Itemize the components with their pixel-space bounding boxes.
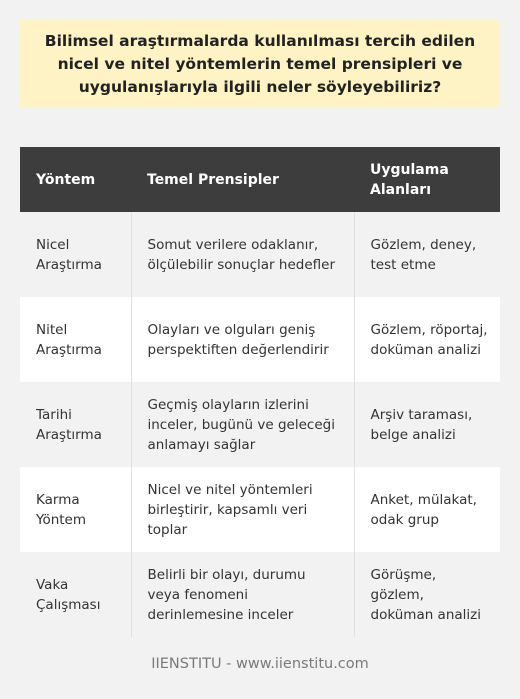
table-row: [20, 297, 500, 382]
principle-cell: Olayları ve olguları geniş perspektiften değerlendirir: [131, 297, 354, 382]
footer-credit: IIENSTITU - www.iienstitu.com: [151, 656, 369, 672]
method-cell: Nitel Araştırma: [20, 297, 131, 382]
header-method: Yöntem: [20, 147, 131, 212]
principle-cell: Geçmiş olayların izlerini inceler, bugünü ve geleceği anlamayı sağlar: [131, 382, 354, 467]
method-cell: Nicel Araştırma: [20, 212, 131, 297]
area-cell: Anket, mülakat, odak grup: [354, 467, 500, 552]
principle-cell: Belirli bir olayı, durumu veya fenomeni derinlemesine inceler: [131, 552, 354, 637]
table-row: [20, 552, 500, 637]
table-row: [20, 212, 500, 297]
principle-cell: Nicel ve nitel yöntemleri birleştirir, kapsamlı veri toplar: [131, 467, 354, 552]
methods-table: [20, 147, 500, 637]
question-box: [20, 20, 500, 108]
area-cell: Gözlem, röportaj, doküman analizi: [354, 297, 500, 382]
area-cell: Görüşme, gözlem, doküman analizi: [354, 552, 500, 637]
table-header-row: [20, 147, 500, 212]
principle-cell: Somut verilere odaklanır, ölçülebilir sonuçlar hedefler: [131, 212, 354, 297]
method-cell: Tarihi Araştırma: [20, 382, 131, 467]
area-cell: Arşiv taraması, belge analizi: [354, 382, 500, 467]
method-cell: Karma Yöntem: [20, 467, 131, 552]
header-principles: Temel Prensipler: [131, 147, 354, 212]
question-text: Bilimsel araştırmalarda kullanılması tercih edilen nicel ve nitel yöntemlerin temel prensipleri ve uygulanışlarıyla ilgili neler söyleyebiliriz?: [44, 31, 476, 96]
table-row: [20, 467, 500, 552]
header-areas: Uygulama Alanları: [354, 147, 500, 212]
area-cell: Gözlem, deney, test etme: [354, 212, 500, 297]
table-row: [20, 382, 500, 467]
method-cell: Vaka Çalışması: [20, 552, 131, 637]
